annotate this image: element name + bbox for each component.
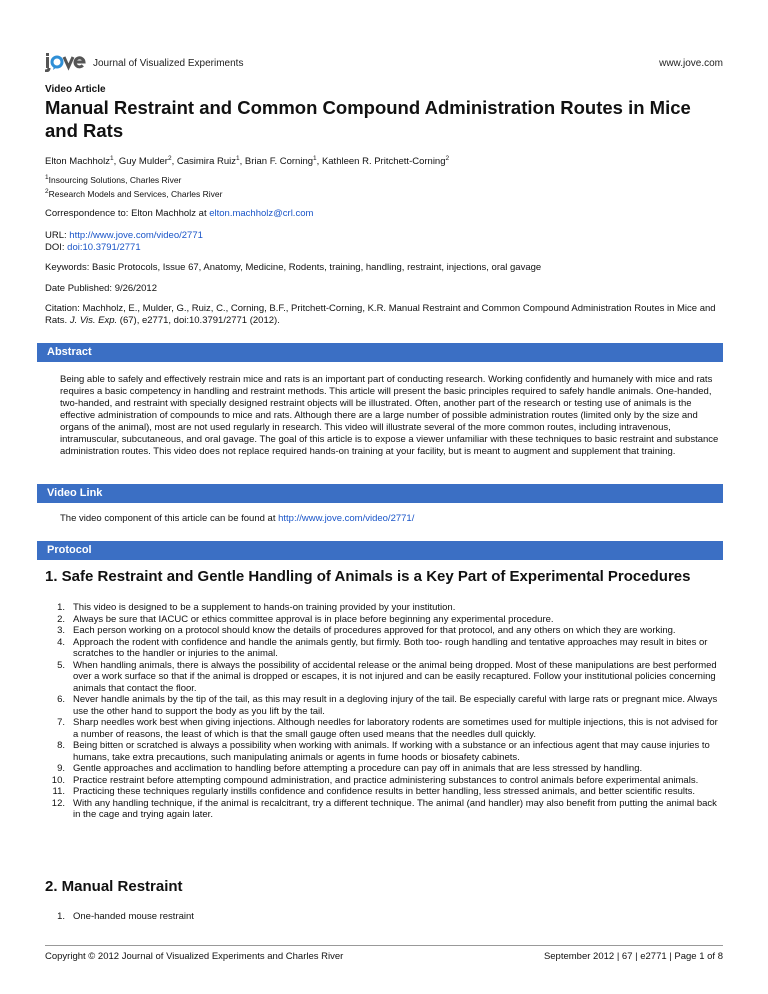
video-link-text: The video component of this article can be found at http://www.jove.com/video/2771/ xyxy=(60,513,415,524)
protocol-step: 8. Being bitten or scratched is always a possibility when working with animals. If working with a substance or an infectious agent that may cause injuries to humans, take extra precautions, such manipulating animals or agents in fume hoods or biosafety cabinets. xyxy=(57,740,710,763)
journal-name: Journal of Visualized Experiments xyxy=(93,58,244,69)
abstract-heading: Abstract xyxy=(37,343,723,362)
author-affiliation-mark: 2 xyxy=(445,155,450,162)
author-name: Kathleen R. Pritchett-Corning xyxy=(321,156,446,168)
protocol-step: 3. Each person working on a protocol should know the details of procedures approved for that protocol, and any others on which they are working. xyxy=(57,625,676,636)
author-name: Casimira Ruiz xyxy=(176,156,236,168)
protocol-step: 6. Never handle animals by the tip of the tail, as this may result in a degloving injury of the tail. Be especially careful with large rats or pregnant mice. Always use the other hand to support the body as you lift by the tail. xyxy=(57,694,718,717)
correspondence: Correspondence to: Elton Machholz at elton.machholz@crl.com xyxy=(45,208,314,219)
protocol-step: 4. Approach the rodent with confidence and handle the animals gently, but firmly. Both too- rough handling and tentative approaches may result in bites or scratches to the handler or injuries to the animal. xyxy=(57,636,708,659)
protocol-step: 9. Gentle approaches and acclimation to handling before attempting a procedure can pay off in animals that are less stressed by handling. xyxy=(57,763,643,774)
protocol-step: 11. Practicing these techniques regularly instills confidence and confidence results in better handling, less stressed animals, and better scientific results. xyxy=(52,786,696,797)
author-name: Guy Mulder xyxy=(118,156,168,168)
video-link-heading: Video Link xyxy=(37,484,723,503)
doi-link[interactable]: doi:10.3791/2771 xyxy=(67,242,141,253)
protocol-step: 5. When handling animals, there is always the possibility of accidental release or the animal being dropped. Most of these manipulations are best performed over a work surface so that if the animal is dropped or escapes, it is not injured and can be easily recaptured. Follow your institutional policies concerning animals that contact the floor. xyxy=(57,659,717,694)
protocol-step: 1. This video is designed to be a supplement to hands-on training provided by your institution. xyxy=(57,602,456,613)
author-affiliation-mark: 1 xyxy=(109,155,114,162)
footer-divider xyxy=(45,945,723,946)
abstract-text: Being able to safely and effectively restrain mice and rats is an important part of conducting research. Working confidently and humanely with mice and rats requires a basic competency in handling and restraint methods. This article will present the basic principles required to safely handle animals. One-handed, two-handed, and restraint with specially designed restraint objects will be illustrated. Often, another part of the research or testing use of animals is the effective administration of compounds to mice and rats. Although there are a large number of possible administration routes (limited only by the size and organs of the animal), most are not used regularly in research. This video will illustrate several of the more common routes, including intravenous, intramuscular, subcutaneous, and oral gavage. The goal of this article is to expose a viewer unfamiliar with these techniques to basic restraint and substance administration routes. This video does not replace required hands-on training at your facility, but is meant to augment and supplement that training. xyxy=(60,374,719,457)
keywords: Keywords: Basic Protocols, Issue 67, Anatomy, Medicine, Rodents, training, handling, restraint, injections, oral gavage xyxy=(45,262,542,273)
article-doi: DOI: doi:10.3791/2771 xyxy=(45,242,141,253)
section-title: 2. Manual Restraint xyxy=(45,878,183,895)
footer-page-info: September 2012 | 67 | e2771 | Page 1 of 8 xyxy=(543,951,723,962)
page-header xyxy=(45,50,723,72)
jove-logo xyxy=(45,50,91,72)
citation: Citation: Machholz, E., Mulder, G., Ruiz, C., Corning, B.F., Pritchett-Corning, K.R. Manual Restraint and Common Compound Administration Routes in Mice and Rats. J. Vis. Exp. (67), e2771, doi:10.3791/2771 (2012). xyxy=(45,303,716,326)
author-affiliation-mark: 1 xyxy=(313,155,317,162)
site-url-link[interactable]: www.jove.com xyxy=(659,58,723,69)
author-name: Elton Machholz xyxy=(45,156,110,168)
article-title: Manual Restraint and Common Compound Administration Routes in Mice and Rats xyxy=(45,97,691,141)
article-url-link[interactable]: http://www.jove.com/video/2771 xyxy=(69,230,203,241)
article-url: URL: http://www.jove.com/video/2771 xyxy=(45,230,203,241)
article-type: Video Article xyxy=(45,84,106,95)
protocol-step: 7. Sharp needles work best when giving injections. Although needles for laboratory rodents are sometimes used for multiple injections, this is not advised for a number of reasons, the least of which is that the small gauge often used means that the needles dull quickly. xyxy=(57,717,718,740)
section-title: 1. Safe Restraint and Gentle Handling of Animals is a Key Part of Experimental Procedures xyxy=(45,568,691,585)
affiliation: $^2$Research Models and Services, Charles River xyxy=(45,188,223,199)
affiliation: $^1$Insourcing Solutions, Charles River xyxy=(45,174,182,185)
protocol-heading: Protocol xyxy=(37,541,723,560)
protocol-step: 10. Practice restraint before attempting compound administration, and practice administering substances to control animals before experimental animals. xyxy=(51,774,699,786)
protocol-step-list xyxy=(45,602,723,821)
author-name: Brian F. Corning xyxy=(244,156,314,168)
protocol-step: 2. Always be sure that IACUC or ethics committee approval is in place before beginning any experimental procedure. xyxy=(57,613,554,625)
protocol-step-list xyxy=(45,911,723,923)
video-url-link[interactable]: http://www.jove.com/video/2771/ xyxy=(278,513,415,524)
author-affiliation-mark: 1 xyxy=(236,155,240,162)
correspondence-email-link[interactable]: elton.machholz@crl.com xyxy=(209,208,314,219)
protocol-step: 12. With any handling technique, if the animal is recalcitrant, try a different technique. The animal (and handler) may also benefit from putting the animal back in the cage and trying again later. xyxy=(51,797,717,820)
protocol-step: 1. One-handed mouse restraint xyxy=(57,911,194,922)
author-affiliation-mark: 2 xyxy=(167,155,172,162)
author-list: Elton Machholz$^1$, Guy Mulder$^2$, Casimira Ruiz$^1$, Brian F. Corning$^1$, Kathleen R. Pritchett-Corning$^2$ xyxy=(45,155,450,168)
footer-copyright: Copyright © 2012 Journal of Visualized Experiments and Charles River xyxy=(45,951,344,962)
date-published: Date Published: 9/26/2012 xyxy=(45,283,157,294)
